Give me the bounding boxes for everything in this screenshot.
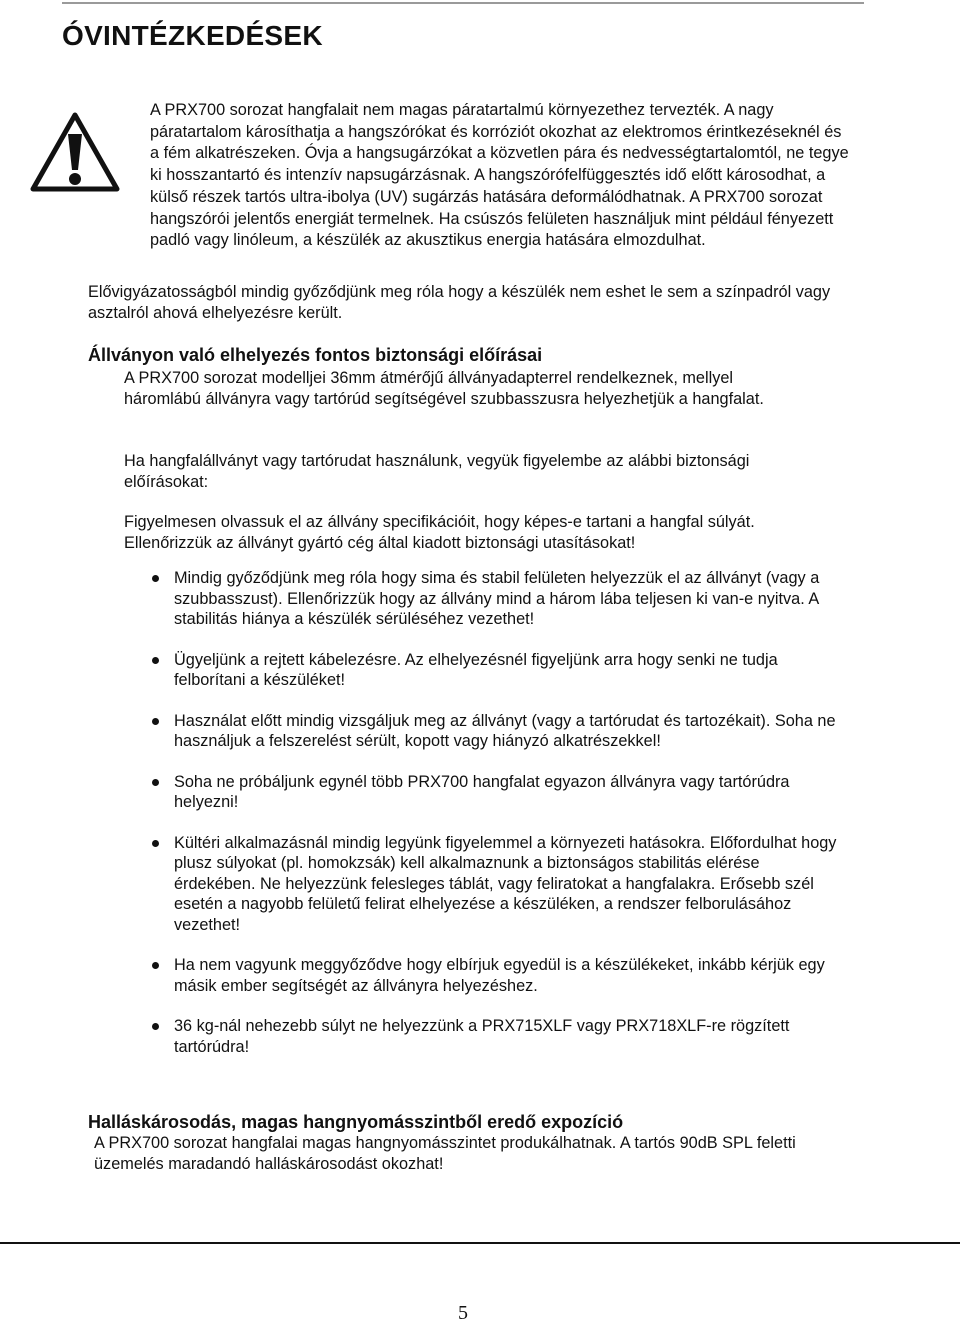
stand-section-heading: Állványon való elhelyezés fontos biztonsági előírásai [88, 345, 543, 365]
stand-read-spec-paragraph: Figyelmesen olvassuk el az állvány specifikációit, hogy képes-e tartani a hangfal súlyát. Ellenőrizzük az állványt gyártó cég által kiadott biztonsági utasításokat! [124, 513, 755, 552]
warning-triangle-icon [28, 110, 122, 194]
stand-requirements-paragraph: Ha hangfalállványt vagy tartórudat használunk, vegyük figyelembe az alábbi biztonsági előírásokat: [124, 452, 750, 491]
bullet-icon [152, 1023, 159, 1030]
list-item [124, 650, 844, 691]
top-divider [62, 2, 864, 4]
precaution-paragraph: Elővigyázatosságból mindig győződjünk meg róla hogy a készülék nem eshet le sem a színpadról vagy asztalról ahová elhelyezésre került. [88, 283, 831, 322]
list-item [124, 955, 844, 996]
list-item-text: Ügyeljünk a rejtett kábelezésre. Az elhelyezésnél figyeljünk arra hogy senki ne tudja felborítani a készüléket! [174, 650, 778, 689]
list-item [124, 772, 844, 813]
bullet-icon [152, 718, 159, 725]
stand-intro-paragraph: A PRX700 sorozat modelljei 36mm átmérőjű állványadapterrel rendelkeznek, mellyel háromlábú állványra vagy tartórúd segítségével szubbasszusra helyezhetjük a hangfalat. [124, 369, 764, 408]
bullet-icon [152, 657, 159, 664]
hearing-section-heading: Halláskárosodás, magas hangnyomásszintből eredő expozíció [88, 1112, 624, 1132]
page-title: ÓVINTÉZKEDÉSEK [62, 20, 323, 51]
list-item-text: Mindig győződjünk meg róla hogy sima és stabil felületen helyezzük el az állványt (vagy a szubbasszust). Ellenőrizzük hogy az állvány mind a három lába teljesen ki van-e nyitva. A stabilitás hiánya a készülék sérüléséhez vezethet! [174, 569, 820, 628]
stand-safety-list [124, 568, 844, 1077]
footer-divider [0, 1242, 960, 1244]
warning-paragraph: A PRX700 sorozat hangfalait nem magas páratartalmú környezethez tervezték. A nagy páratartalom károsíthatja a hangszórókat és korróziót okozhat az elektromos érintkezéseknél és a fém alkatrészeken. Óvja a hangsugárzókat a közvetlen pára és nedvességtartalomtól, ne tegye ki hosszantartó és intenzív napsugárzásnak. A hangszórófelfüggesztés idő előtt károsodhat, a külső részek tartós ultra-ibolya (UV) sugárzás hatására deformálódhatnak. A PRX700 sorozat hangszórói jelentős energiát termelnek. Ha csúszós felületen használjuk mint például fényezett padló vagy linóleum, a készülék az akusztikus energia hatására elmozdulhat. [150, 101, 849, 250]
hearing-paragraph: A PRX700 sorozat hangfalai magas hangnyomásszintet produkálhatnak. A tartós 90dB SPL feletti üzemelés maradandó halláskárosodást okozhat! [94, 1134, 796, 1173]
list-item [124, 568, 844, 630]
bullet-icon [152, 779, 159, 786]
bullet-icon [152, 962, 159, 969]
bullet-icon [152, 575, 159, 582]
list-item [124, 1016, 844, 1057]
list-item-text: Kültéri alkalmazásnál mindig legyünk figyelemmel a környezeti hatásokra. Előfordulhat hogy plusz súlyokat (pl. homokzsák) kell alkalmaznunk a biztonságos stabilitás elérése érdekében. Ne helyezzünk felesleges táblát, vagy feliratokat a hangfalakra. Erősebb szél esetén a nagyobb felületű felirat elhelyezése a készüléken, a rendszer felborulásához vezethet! [174, 833, 837, 934]
list-item-text: 36 kg-nál nehezebb súlyt ne helyezzünk a PRX715XLF vagy PRX718XLF-re rögzített tartórúdra! [174, 1017, 790, 1056]
list-item [124, 711, 844, 752]
bullet-icon [152, 840, 159, 847]
list-item-text: Ha nem vagyunk meggyőződve hogy elbírjuk egyedül is a készülékeket, inkább kérjük egy másik ember segítségét az állványra helyezéshez. [174, 956, 825, 995]
page-number: 5 [458, 1302, 468, 1324]
list-item [124, 833, 844, 936]
list-item-text: Használat előtt mindig vizsgáljuk meg az állványt (vagy a tartórudat és tartozékait). Soha ne használjuk a felszerelést sérült, kopott vagy hiányzó alkatrészekkel! [174, 711, 836, 750]
list-item-text: Soha ne próbáljunk egynél több PRX700 hangfalat egyazon állványra vagy tartórúdra helyezni! [174, 772, 790, 811]
